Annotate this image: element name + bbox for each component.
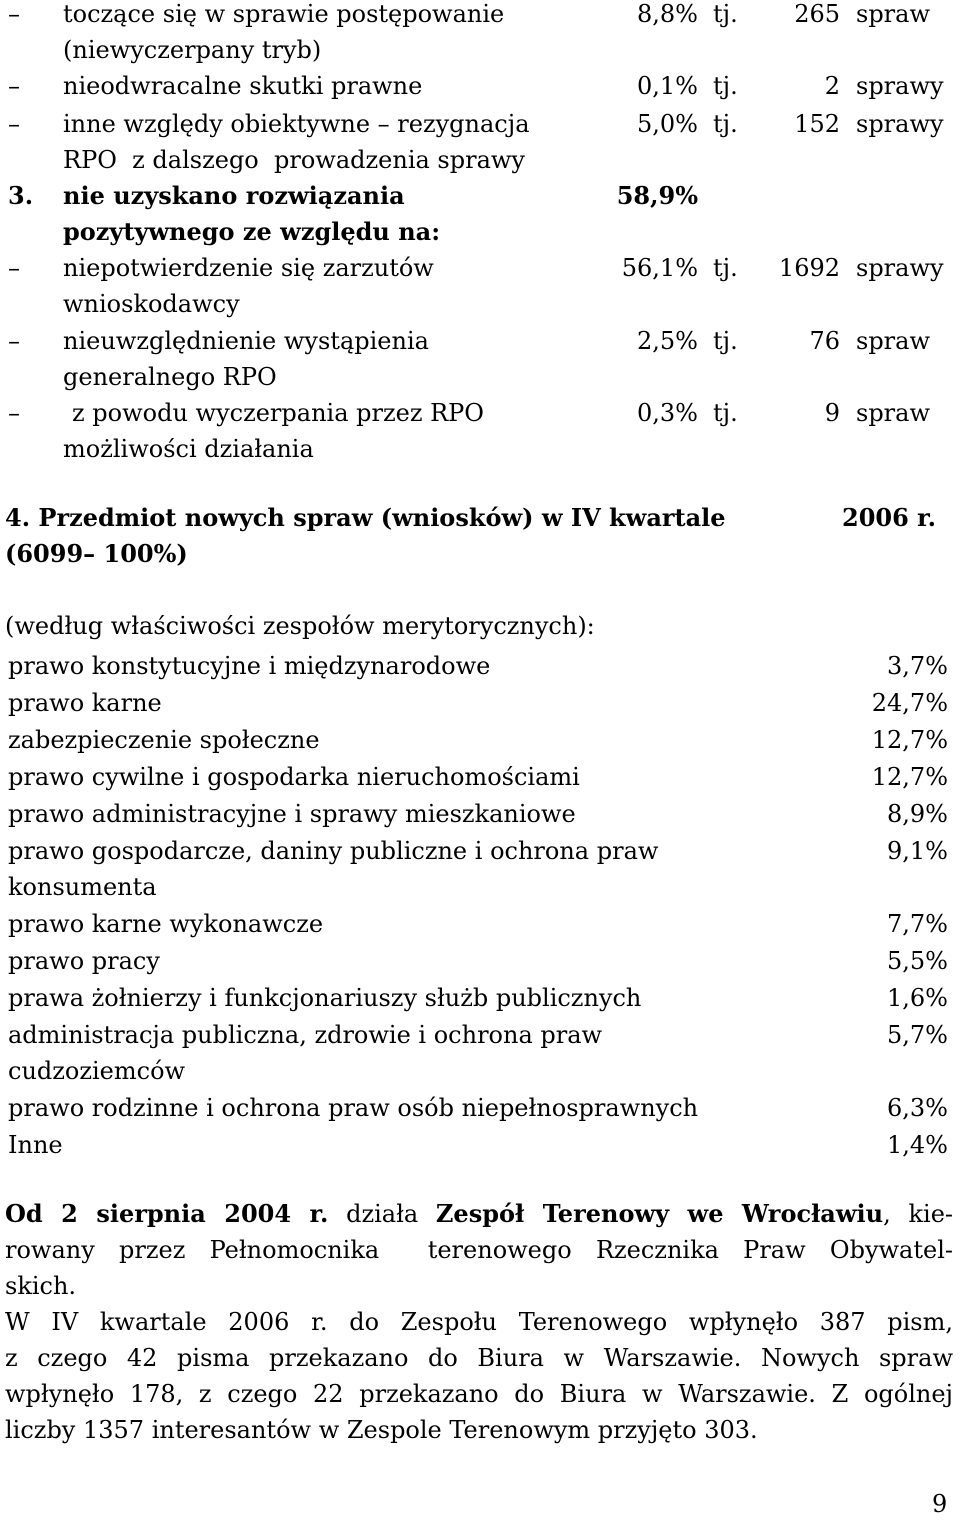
list-item-label: nieodwracalne skutki prawne bbox=[63, 72, 423, 100]
table-row-percentage: 5,5% bbox=[887, 947, 948, 975]
section-heading: 4. Przedmiot nowych spraw (wniosków) w IV kwartale bbox=[5, 503, 726, 532]
section-number: 3. bbox=[8, 181, 34, 210]
table-row-percentage: 12,7% bbox=[871, 763, 948, 791]
section-heading-year: 2006 r. bbox=[842, 503, 936, 532]
paragraph-line bbox=[5, 1196, 953, 1232]
percentage: 0,1% bbox=[637, 72, 698, 100]
list-dash: – bbox=[8, 327, 20, 355]
table-row-percentage: 7,7% bbox=[887, 910, 948, 938]
percentage: 5,0% bbox=[637, 110, 698, 138]
section-heading: nie uzyskano rozwiązania bbox=[63, 181, 405, 210]
table-row-percentage: 9,1% bbox=[887, 837, 948, 865]
section-subheading: (według właściwości zespołów merytorycznych): bbox=[5, 612, 595, 640]
table-row-label: prawo gospodarcze, daniny publiczne i ochrona praw bbox=[8, 837, 659, 865]
list-item-label: RPO z dalszego prowadzenia sprawy bbox=[63, 146, 525, 174]
paragraph-text: działa bbox=[328, 1200, 436, 1228]
table-row-label: prawo karne wykonawcze bbox=[8, 910, 324, 938]
case-count: 265 bbox=[794, 0, 840, 28]
list-dash: – bbox=[8, 0, 20, 28]
team-name-bold: Zespół Terenowy we Wrocławiu bbox=[435, 1199, 884, 1228]
tj-label: tj. bbox=[713, 0, 738, 28]
list-item-label: inne względy obiektywne – rezygnacja bbox=[63, 110, 530, 138]
tj-label: tj. bbox=[713, 327, 738, 355]
table-row-percentage: 8,9% bbox=[887, 800, 948, 828]
list-item-label: toczące się w sprawie postępowanie bbox=[63, 0, 505, 28]
case-count: 9 bbox=[824, 399, 840, 427]
paragraph-statistics bbox=[5, 1304, 953, 1448]
table-row-label: prawo cywilne i gospodarka nieruchomościami bbox=[8, 763, 580, 791]
table-row-label: prawo konstytucyjne i międzynarodowe bbox=[8, 652, 491, 680]
list-item-label: (niewyczerpany tryb) bbox=[63, 36, 322, 64]
list-dash: – bbox=[8, 254, 20, 282]
percentage: 2,5% bbox=[637, 327, 698, 355]
case-unit: spraw bbox=[856, 399, 931, 427]
table-row-label: prawa żołnierzy i funkcjonariuszy służb publicznych bbox=[8, 984, 642, 1012]
paragraph-line: W IV kwartale 2006 r. do Zespołu Terenowego wpłynęło 387 pism, bbox=[5, 1308, 953, 1336]
table-row-label: administracja publiczna, zdrowie i ochrona praw bbox=[8, 1021, 603, 1049]
paragraph-line: wpłynęło 178, z czego 22 przekazano do Biura w Warszawie. Z ogólnej bbox=[5, 1380, 953, 1408]
section-heading: pozytywnego ze względu na: bbox=[63, 217, 441, 246]
table-row-label: zabezpieczenie społeczne bbox=[8, 726, 320, 754]
table-row-percentage: 24,7% bbox=[871, 689, 948, 717]
table-row-percentage: 1,4% bbox=[887, 1131, 948, 1159]
case-count: 152 bbox=[794, 110, 840, 138]
paragraph-line: skich. bbox=[5, 1272, 77, 1300]
table-row-label: Inne bbox=[8, 1131, 63, 1159]
paragraph-team bbox=[5, 1196, 953, 1304]
paragraph-text: , kie- bbox=[883, 1200, 954, 1228]
case-count: 1692 bbox=[778, 254, 840, 282]
list-item-label: wnioskodawcy bbox=[63, 290, 240, 318]
table-row-percentage: 1,6% bbox=[887, 984, 948, 1012]
list-dash: – bbox=[8, 399, 20, 427]
percentage: 0,3% bbox=[637, 399, 698, 427]
list-item-label: nieuwzględnienie wystąpienia bbox=[63, 327, 429, 355]
case-count: 2 bbox=[824, 72, 840, 100]
page-number: 9 bbox=[932, 1490, 948, 1518]
list-item-label: generalnego RPO bbox=[63, 363, 277, 391]
tj-label: tj. bbox=[713, 72, 738, 100]
table-row-label: prawo karne bbox=[8, 689, 162, 717]
paragraph-line: rowany przez Pełnomocnika terenowego Rzecznika Praw Obywatel- bbox=[5, 1236, 953, 1264]
table-row-label: konsumenta bbox=[8, 873, 157, 901]
table-row-label: prawo rodzinne i ochrona praw osób niepełnosprawnych bbox=[8, 1094, 699, 1122]
table-row-percentage: 3,7% bbox=[887, 652, 948, 680]
table-row-percentage: 6,3% bbox=[887, 1094, 948, 1122]
list-item-label: niepotwierdzenie się zarzutów bbox=[63, 254, 434, 282]
case-count: 76 bbox=[809, 327, 840, 355]
list-dash: – bbox=[8, 72, 20, 100]
percentage: 8,8% bbox=[637, 0, 698, 28]
table-row-percentage: 5,7% bbox=[887, 1021, 948, 1049]
case-unit: sprawy bbox=[856, 72, 944, 100]
date-bold: Od 2 sierpnia 2004 r. bbox=[5, 1199, 329, 1228]
list-dash: – bbox=[8, 110, 20, 138]
table-row-label: cudzoziemców bbox=[8, 1057, 186, 1085]
section-percentage: 58,9% bbox=[616, 181, 698, 210]
paragraph-line: liczby 1357 interesantów w Zespole Terenowym przyjęto 303. bbox=[5, 1416, 758, 1444]
list-item-label: z powodu wyczerpania przez RPO bbox=[72, 399, 484, 427]
case-unit: sprawy bbox=[856, 254, 944, 282]
section-heading-total: (6099– 100%) bbox=[5, 539, 188, 568]
case-unit: spraw bbox=[856, 327, 931, 355]
table-row-percentage: 12,7% bbox=[871, 726, 948, 754]
table-row-label: prawo administracyjne i sprawy mieszkaniowe bbox=[8, 800, 576, 828]
list-item-label: możliwości działania bbox=[63, 435, 314, 463]
tj-label: tj. bbox=[713, 254, 738, 282]
paragraph-line: z czego 42 pisma przekazano do Biura w Warszawie. Nowych spraw bbox=[5, 1344, 953, 1372]
tj-label: tj. bbox=[713, 399, 738, 427]
percentage: 56,1% bbox=[621, 254, 698, 282]
case-unit: spraw bbox=[856, 0, 931, 28]
table-row-label: prawo pracy bbox=[8, 947, 160, 975]
tj-label: tj. bbox=[713, 110, 738, 138]
case-unit: sprawy bbox=[856, 110, 944, 138]
